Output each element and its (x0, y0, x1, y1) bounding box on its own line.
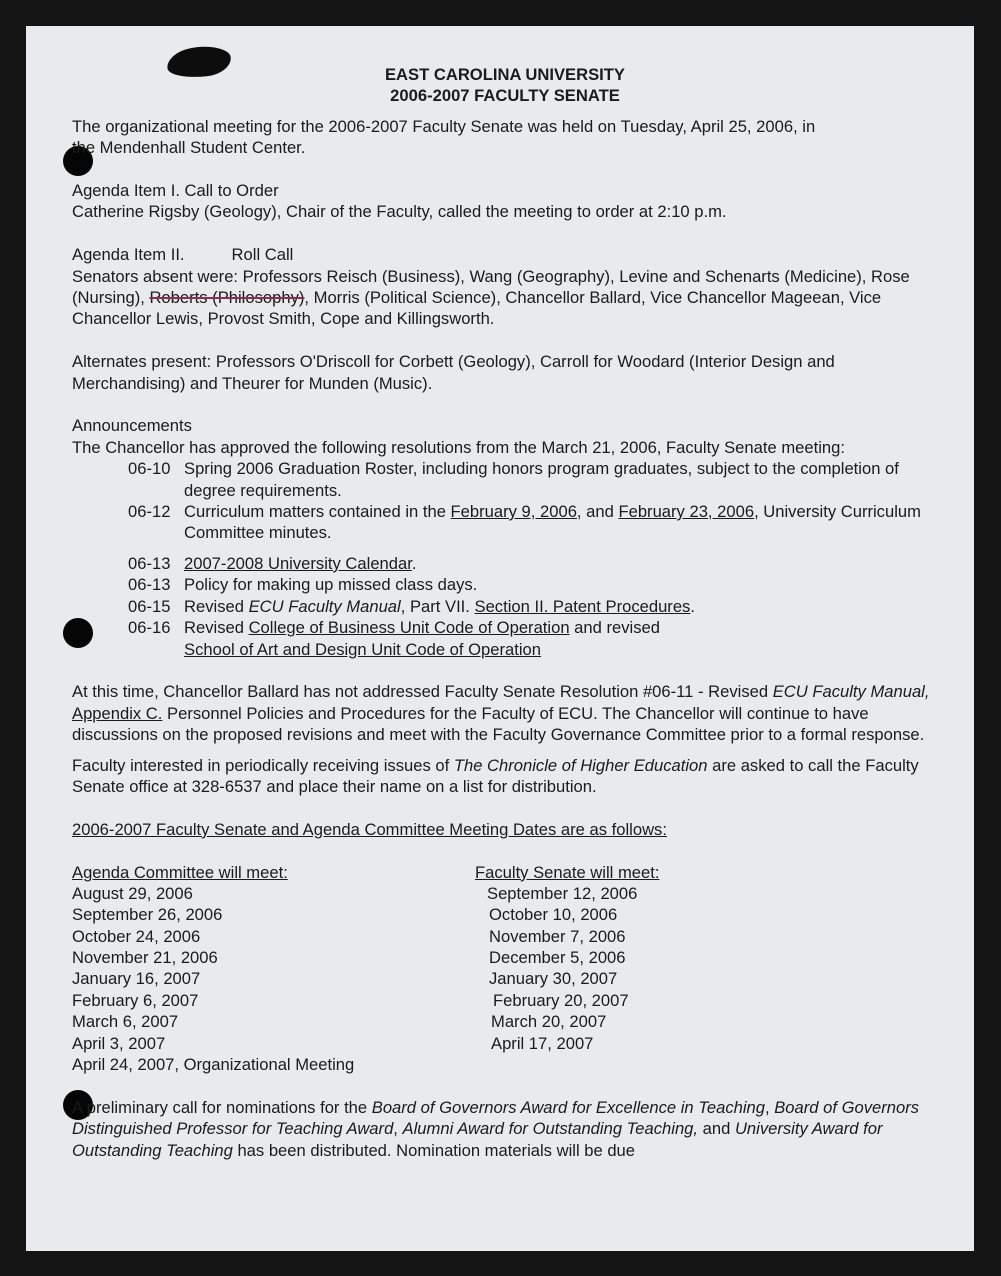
agenda-date: February 6, 2007 (72, 990, 199, 1010)
paragraph-text: , (765, 1097, 775, 1117)
senate-date: April 17, 2007 (491, 1033, 594, 1053)
paragraph-text: Board of Governors Award for Excellence in Teaching (371, 1097, 765, 1117)
agenda-date: March 6, 2007 (72, 1012, 179, 1032)
paragraph-text: and (698, 1119, 735, 1139)
resolution-number: 06-15 (128, 596, 171, 616)
nominations-paragraph (72, 1097, 938, 1161)
document-body (72, 64, 938, 1161)
faculty-senate-column (475, 862, 938, 1076)
link-business-unit-code[interactable]: College of Business Unit Code of Operation (248, 618, 570, 638)
paragraph-text: University Award for Outstanding Teaching (72, 1119, 883, 1160)
meeting-dates-heading: 2006-2007 Faculty Senate and Agenda Committee Meeting Dates are as follows: (72, 819, 667, 839)
senators-absent (72, 266, 938, 330)
header-senate: 2006-2007 FACULTY SENATE (390, 86, 620, 106)
senators-absent-a: Senators absent were: Professors Reisch (Business), Wang (Geography), Levine and Schenarts (Medicine), Rose (Nursing), (72, 266, 910, 308)
resolution-text: Spring 2006 Graduation Roster, including honors program graduates, subject to the completion of degree requirements. (184, 459, 899, 500)
agenda-committee-heading: Agenda Committee will meet: (72, 862, 288, 882)
paragraph-text: At this time, Chancellor Ballard has not addressed Faculty Senate Resolution #06-11 - Revised (72, 682, 773, 702)
resolution-text-part: and revised (569, 618, 660, 638)
resolution-06-10 (128, 458, 938, 501)
paragraph-text: The Chronicle of Higher Education (453, 755, 708, 775)
paragraph-text: has been distributed. Nomination materials will be due (232, 1140, 635, 1160)
resolution-number: 06-13 (128, 575, 171, 595)
announcements-intro: The Chancellor has approved the following resolutions from the March 21, 2006, Faculty Senate meeting: (72, 437, 845, 457)
agenda-1-heading: Agenda Item I. Call to Order (72, 181, 279, 201)
link-feb-23-minutes[interactable]: February 23, 2006 (618, 502, 755, 522)
resolution-text (184, 596, 938, 617)
resolution-06-12 (128, 501, 938, 544)
senate-date: September 12, 2006 (487, 883, 638, 903)
resolution-number: 06-13 (128, 553, 171, 573)
agenda-date: April 24, 2007, Organizational Meeting (72, 1055, 355, 1075)
senators-absent-b: , Morris (Political Science), Chancellor Ballard, Vice Chancellor Mageean, Vice Chancellor Lewis, Provost Smith, Cope and Killingsworth. (72, 288, 882, 329)
agenda-date: January 16, 2007 (72, 969, 201, 989)
agenda-date: November 21, 2006 (72, 948, 218, 968)
paragraph-text: Personnel Policies and Procedures for the Faculty of ECU. The Chancellor will continue to have discussions on the proposed revisions and meet with the Faculty Governance Committee prior to a formal response. (72, 703, 925, 745)
resolution-text-part: Revised (184, 618, 249, 638)
resolution-text-part: . (411, 553, 417, 573)
intro-line-1: The organizational meeting for the 2006-2007 Faculty Senate was held on Tuesday, April 25, 2006, in (72, 116, 816, 136)
resolution-text-part: Curriculum matters contained in the (184, 502, 451, 522)
chronicle-paragraph (72, 755, 938, 798)
link-appendix-c[interactable]: Appendix C. (72, 703, 163, 723)
senate-date: November 7, 2006 (489, 926, 626, 946)
senate-date: October 10, 2006 (489, 905, 618, 925)
resolution-text-part: , University Curriculum Committee minutes. (184, 502, 921, 543)
announcements-heading: Announcements (72, 416, 192, 436)
paragraph-text: ECU Faculty Manual, (772, 682, 930, 702)
resolution-text-part: Revised (184, 596, 249, 616)
header-university: EAST CAROLINA UNIVERSITY (384, 65, 625, 84)
resolution-text-part: . (690, 596, 695, 616)
resolution-text-part: , Part VII. (400, 596, 475, 616)
resolution-text-part: ECU Faculty Manual (248, 596, 401, 616)
paragraph-text: Board of Governors Distinguished Professor for Teaching Award (72, 1097, 920, 1139)
ballard-paragraph (72, 681, 938, 745)
resolution-number: 06-16 (128, 618, 171, 638)
senate-date: February 20, 2007 (493, 990, 629, 1010)
link-feb-9-minutes[interactable]: February 9, 2006 (450, 502, 577, 522)
resolution-06-13-calendar (128, 553, 938, 574)
resolution-text-part: , and (576, 502, 619, 522)
resolution-text: Policy for making up missed class days. (184, 575, 478, 595)
link-university-calendar[interactable]: 2007-2008 University Calendar (184, 553, 412, 573)
agenda-date: August 29, 2006 (72, 883, 193, 903)
agenda-date: September 26, 2006 (72, 905, 223, 925)
link-art-design-unit-code[interactable]: School of Art and Design Unit Code of Operation (184, 639, 541, 659)
document-page (26, 26, 974, 1251)
agenda-date: April 3, 2007 (72, 1033, 166, 1053)
paragraph-text: are asked to call the Faculty Senate office at 328-6537 and place their name on a list for distribution. (72, 755, 919, 796)
resolution-text (184, 501, 938, 544)
paragraph-text: A preliminary call for nominations for the (72, 1097, 372, 1117)
struck-name: Roberts (Philosophy) (149, 288, 305, 308)
paragraph-text: Alumni Award for Outstanding Teaching, (402, 1119, 699, 1139)
senate-date: March 20, 2007 (491, 1012, 607, 1032)
agenda-1-text: Catherine Rigsby (Geology), Chair of the Faculty, called the meeting to order at 2:10 p.m. (72, 202, 727, 222)
agenda-committee-column (72, 862, 475, 1076)
link-patent-procedures[interactable]: Section II. Patent Procedures (474, 596, 691, 616)
faculty-senate-heading: Faculty Senate will meet: (475, 862, 660, 882)
intro-line-2: the Mendenhall Student Center. (72, 138, 306, 158)
resolution-text (184, 617, 938, 660)
agenda-date: October 24, 2006 (72, 926, 201, 946)
resolution-number: 06-10 (128, 459, 171, 479)
paragraph-text: Faculty interested in periodically receiving issues of (72, 755, 454, 775)
resolution-06-13-missed-days (128, 574, 938, 595)
paragraph-text: , (393, 1119, 403, 1139)
alternates-present: Alternates present: Professors O'Driscoll for Corbett (Geology), Carroll for Woodard (Interior Design and Merchandising) and Theurer for Munden (Music). (72, 352, 835, 393)
senate-date: December 5, 2006 (489, 948, 626, 968)
agenda-2-heading (72, 244, 938, 265)
resolution-06-15 (128, 596, 938, 617)
resolution-text (184, 553, 938, 574)
resolution-06-16 (128, 617, 938, 660)
meeting-dates-table (72, 862, 938, 1076)
senate-date: January 30, 2007 (489, 969, 618, 989)
resolution-list (128, 458, 938, 660)
agenda-2-title: Roll Call (231, 245, 294, 265)
agenda-2-label: Agenda Item II. (72, 245, 185, 265)
resolution-number: 06-12 (128, 502, 171, 522)
